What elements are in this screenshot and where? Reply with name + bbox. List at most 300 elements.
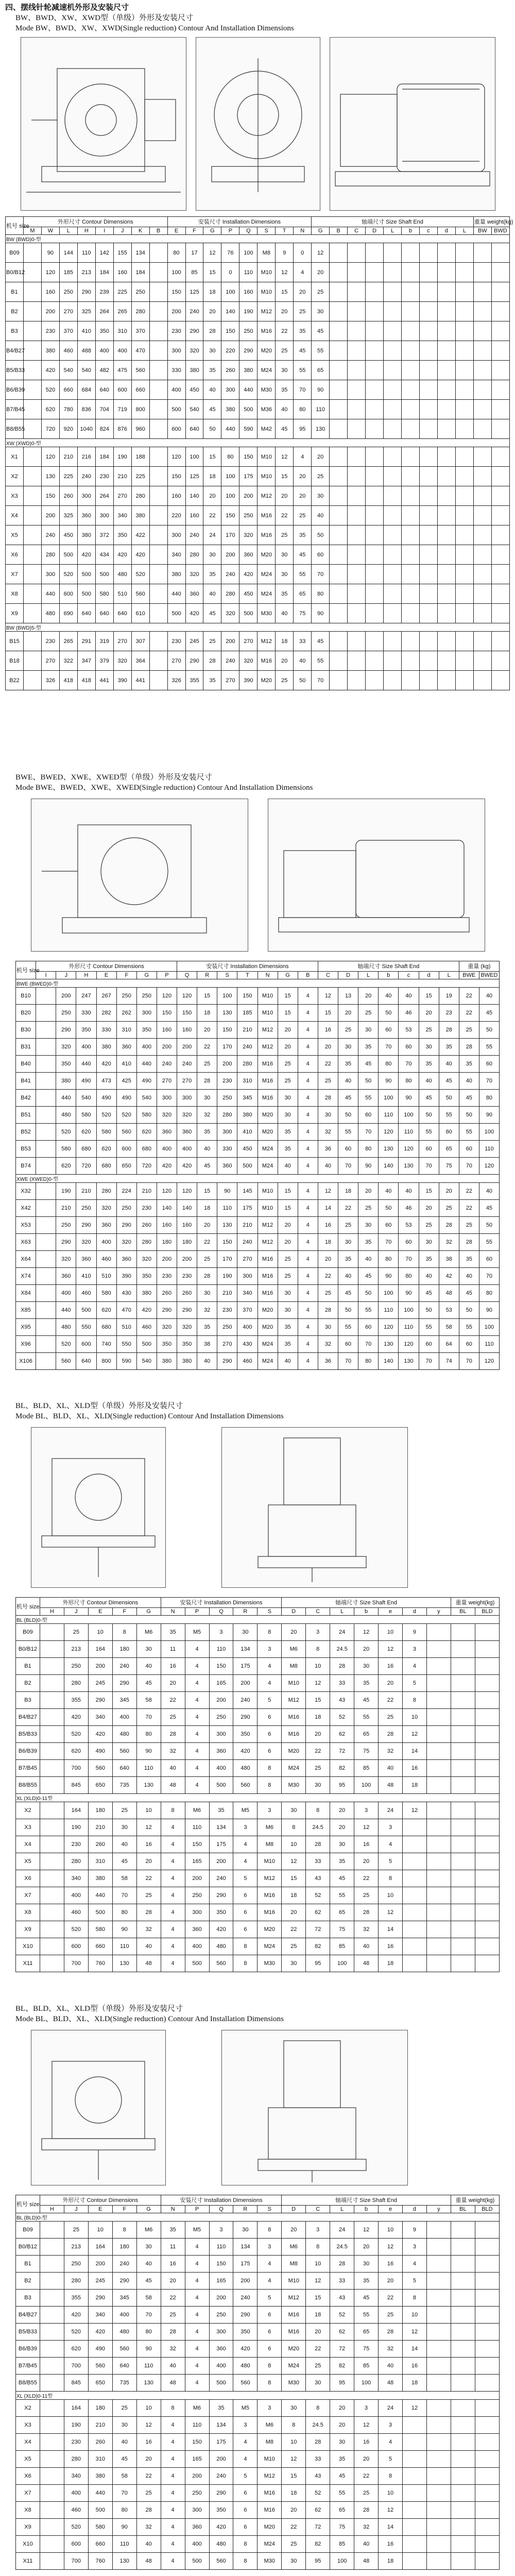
value-cell xyxy=(437,545,455,565)
value-cell: 15 xyxy=(419,988,439,1005)
value-cell: 580 xyxy=(76,1107,96,1124)
value-cell xyxy=(40,1870,64,1887)
value-cell: 224 xyxy=(116,1183,136,1200)
column-header: c xyxy=(399,971,419,979)
value-cell: 130 xyxy=(136,1777,161,1794)
model-cell: B5/B33 xyxy=(16,1726,40,1743)
value-cell: 20 xyxy=(282,1624,306,1641)
value-cell: 30 xyxy=(282,2400,306,2417)
value-cell: 12 xyxy=(379,1641,403,1658)
install-header: 安装尺寸 Installation Dimensions xyxy=(167,217,312,227)
value-cell xyxy=(437,321,455,341)
value-cell xyxy=(330,486,348,506)
value-cell: 200 xyxy=(217,1056,237,1073)
value-cell xyxy=(40,1743,64,1760)
value-cell: 70 xyxy=(399,1056,419,1073)
value-cell xyxy=(40,1819,64,1836)
value-cell xyxy=(384,419,402,439)
value-cell: 40 xyxy=(203,380,221,400)
model-cell: B4/B27 xyxy=(6,341,24,361)
value-cell: 76 xyxy=(221,243,239,263)
value-cell xyxy=(348,651,366,671)
value-cell: 28 xyxy=(203,651,221,671)
value-cell: 12 xyxy=(379,2239,403,2256)
value-cell: 360 xyxy=(116,1251,136,1268)
value-cell: 40 xyxy=(136,1938,161,1955)
value-cell xyxy=(403,1904,427,1921)
value-cell: 4 xyxy=(161,1921,185,1938)
value-cell: 32 xyxy=(136,2519,161,2536)
value-cell: 6 xyxy=(258,1743,282,1760)
value-cell: 62 xyxy=(306,1904,330,1921)
value-cell: 52 xyxy=(306,2485,330,2502)
value-cell: M16 xyxy=(258,506,276,526)
value-cell: 90 xyxy=(41,243,59,263)
group-row xyxy=(16,2392,500,2400)
table-row xyxy=(16,1921,500,1938)
s4-drawing-vertical xyxy=(221,2030,408,2185)
table-row xyxy=(16,2375,500,2392)
value-cell xyxy=(426,2485,451,2502)
value-cell xyxy=(426,2553,451,2570)
value-cell: 620 xyxy=(64,1743,88,1760)
value-cell: 4 xyxy=(298,1217,318,1234)
value-cell: 53 xyxy=(399,1022,419,1039)
value-cell: M10 xyxy=(258,263,276,282)
value-cell: M6 xyxy=(185,2400,209,2417)
value-cell: 30 xyxy=(197,1090,217,1107)
model-cell: B0/B12 xyxy=(16,2239,40,2256)
value-cell xyxy=(149,380,167,400)
value-cell xyxy=(330,506,348,526)
model-cell: B1 xyxy=(6,282,24,302)
value-cell: 15 xyxy=(419,1183,439,1200)
value-cell xyxy=(475,1955,499,1972)
value-cell: 180 xyxy=(157,1234,177,1251)
weight-header: 重量 weight(kg) xyxy=(473,217,509,227)
value-cell xyxy=(475,1904,499,1921)
value-cell xyxy=(23,632,41,651)
value-cell xyxy=(473,282,491,302)
value-cell xyxy=(437,400,455,419)
value-cell: 8 xyxy=(306,1641,330,1658)
value-cell: 25 xyxy=(197,1056,217,1073)
value-cell xyxy=(36,1285,56,1302)
value-cell: 55 xyxy=(330,1887,354,1904)
value-cell: 580 xyxy=(88,2519,112,2536)
value-cell: 660 xyxy=(59,380,77,400)
value-cell: 350 xyxy=(56,1056,76,1073)
value-cell xyxy=(384,632,402,651)
value-cell: 40 xyxy=(136,2536,161,2553)
value-cell: 8 xyxy=(233,2536,258,2553)
value-cell: M8 xyxy=(258,243,276,263)
value-cell xyxy=(451,1675,475,1692)
value-cell: 290 xyxy=(177,1302,197,1319)
value-cell: 15 xyxy=(282,2468,306,2485)
value-cell: 5 xyxy=(403,2273,427,2290)
s2-drawing-side xyxy=(31,799,248,952)
value-cell: 190 xyxy=(64,1819,88,1836)
value-cell: 12 xyxy=(136,2417,161,2434)
value-cell xyxy=(426,1921,451,1938)
table-row xyxy=(6,447,510,467)
value-cell: M24 xyxy=(258,1353,278,1370)
value-cell: 18 xyxy=(403,1777,427,1794)
model-cell: X1 xyxy=(6,447,24,467)
table-row xyxy=(16,1073,500,1090)
value-cell: 300 xyxy=(167,341,185,361)
value-cell: 15 xyxy=(203,263,221,282)
value-cell xyxy=(23,526,41,545)
value-cell: 12 xyxy=(403,1802,427,1819)
value-cell: 4 xyxy=(298,1285,318,1302)
value-cell xyxy=(419,400,437,419)
table-row xyxy=(16,2553,500,2570)
value-cell xyxy=(403,1870,427,1887)
value-cell: 74 xyxy=(439,1353,459,1370)
value-cell: 760 xyxy=(88,2553,112,2570)
column-header: L xyxy=(384,227,402,234)
value-cell: 650 xyxy=(116,1158,136,1175)
value-cell: 4 xyxy=(185,2290,209,2307)
table-row xyxy=(16,2400,500,2417)
value-cell: 65 xyxy=(312,361,330,380)
value-cell: 80 xyxy=(112,1904,136,1921)
value-cell xyxy=(384,604,402,623)
value-cell: 400 xyxy=(157,1141,177,1158)
value-cell xyxy=(419,506,437,526)
value-cell: 40 xyxy=(197,1141,217,1158)
value-cell: 4 xyxy=(233,2451,258,2468)
value-cell xyxy=(426,1692,451,1709)
value-cell: 4 xyxy=(298,1319,318,1336)
value-cell: 580 xyxy=(56,1141,76,1158)
value-cell: 4 xyxy=(233,1836,258,1853)
value-cell: 410 xyxy=(116,1056,136,1073)
value-cell: 540 xyxy=(136,1090,157,1107)
value-cell: 4 xyxy=(161,2502,185,2519)
value-cell: 684 xyxy=(77,380,95,400)
value-cell: 82 xyxy=(330,1760,354,1777)
value-cell: 240 xyxy=(185,302,203,321)
value-cell: 40 xyxy=(278,1353,298,1370)
value-cell: 440 xyxy=(88,2485,112,2502)
value-cell: 48 xyxy=(379,1777,403,1794)
value-cell: 58 xyxy=(136,1692,161,1709)
value-cell: 20 xyxy=(318,1251,338,1268)
model-cell: X3 xyxy=(16,2417,40,2434)
value-cell: 250 xyxy=(59,282,77,302)
value-cell: 50 xyxy=(419,1302,439,1319)
value-cell: M20 xyxy=(258,1921,282,1938)
value-cell: 75 xyxy=(354,1743,379,1760)
value-cell xyxy=(348,380,366,400)
column-header: D xyxy=(282,1607,306,1615)
value-cell: 4 xyxy=(298,1302,318,1319)
value-cell xyxy=(475,2375,499,2392)
column-header: L xyxy=(358,971,379,979)
value-cell xyxy=(475,2502,499,2519)
value-cell: 90 xyxy=(379,1268,399,1285)
model-cell: B7/B45 xyxy=(6,400,24,419)
value-cell: 24 xyxy=(330,2222,354,2239)
value-cell: 150 xyxy=(237,988,258,1005)
value-cell xyxy=(426,1760,451,1777)
value-cell: 216 xyxy=(77,447,95,467)
column-header: L xyxy=(330,1607,354,1615)
table-row xyxy=(6,243,510,263)
value-cell: 380 xyxy=(136,1285,157,1302)
value-cell: 90 xyxy=(112,2519,136,2536)
model-cell: X32 xyxy=(16,1183,36,1200)
value-cell: 8 xyxy=(258,1777,282,1794)
table-row xyxy=(16,1743,500,1760)
value-cell: 15 xyxy=(282,1870,306,1887)
group-label: BW (BWD)0-型 xyxy=(6,235,510,243)
value-cell: 270 xyxy=(217,1336,237,1353)
value-cell: 80 xyxy=(479,1090,499,1107)
value-cell: 16 xyxy=(379,1658,403,1675)
value-cell: 4 xyxy=(298,1200,318,1217)
value-cell: 95 xyxy=(294,419,312,439)
value-cell: 43 xyxy=(306,1870,330,1887)
value-cell: 10 xyxy=(379,2222,403,2239)
model-cell: B3 xyxy=(16,1692,40,1709)
value-cell: 40 xyxy=(379,2358,403,2375)
value-cell: 270 xyxy=(177,1073,197,1090)
value-cell: 32 xyxy=(354,2519,379,2536)
table-row xyxy=(16,2451,500,2468)
value-cell: 130 xyxy=(312,419,330,439)
value-cell: 15 xyxy=(278,1005,298,1022)
value-cell: 350 xyxy=(177,1336,197,1353)
value-cell: 30 xyxy=(354,1658,379,1675)
column-header: L xyxy=(455,227,473,234)
value-cell: 310 xyxy=(88,2451,112,2468)
value-cell: 4 xyxy=(185,2256,209,2273)
value-cell: 15 xyxy=(278,1200,298,1217)
value-cell: 160 xyxy=(113,263,131,282)
section-heading: 四、摆线针轮减速机外形及安装尺寸 xyxy=(5,3,129,12)
value-cell: 372 xyxy=(95,526,113,545)
value-cell: 180 xyxy=(88,1802,112,1819)
value-cell: M10 xyxy=(282,2273,306,2290)
value-cell: 270 xyxy=(113,486,131,506)
value-cell: 45 xyxy=(459,1090,479,1107)
value-cell: 440 xyxy=(56,1090,76,1107)
value-cell: 16 xyxy=(379,2536,403,2553)
value-cell: 140 xyxy=(157,1200,177,1217)
value-cell: 40 xyxy=(379,1183,399,1200)
value-cell: 25 xyxy=(354,1887,379,1904)
group-label: BW (BWD)5-型 xyxy=(6,623,510,632)
value-cell xyxy=(455,467,473,486)
value-cell: 14 xyxy=(318,1200,338,1217)
value-cell: M30 xyxy=(258,380,276,400)
value-cell: 8 xyxy=(258,2222,282,2239)
value-cell: 18 xyxy=(318,1234,338,1251)
value-cell xyxy=(473,361,491,380)
value-cell xyxy=(426,1938,451,1955)
value-cell: 35 xyxy=(338,1056,358,1073)
value-cell: 290 xyxy=(233,2307,258,2324)
value-cell: 175 xyxy=(239,467,258,486)
value-cell: 28 xyxy=(318,1302,338,1319)
value-cell: 43 xyxy=(330,1692,354,1709)
value-cell: M10 xyxy=(258,2451,282,2468)
value-cell xyxy=(475,1624,499,1641)
table-row xyxy=(16,1709,500,1726)
value-cell: 200 xyxy=(209,1692,233,1709)
value-cell: 4 xyxy=(298,1039,318,1056)
column-header: N xyxy=(161,1607,185,1615)
value-cell xyxy=(437,651,455,671)
value-cell: 380 xyxy=(96,1039,116,1056)
value-cell: 12 xyxy=(379,2502,403,2519)
value-cell xyxy=(451,1726,475,1743)
value-cell: 200 xyxy=(157,1039,177,1056)
value-cell: 20 xyxy=(354,1641,379,1658)
value-cell: 120 xyxy=(399,1141,419,1158)
value-cell xyxy=(348,565,366,584)
value-cell: 410 xyxy=(237,1124,258,1141)
model-cell: X10 xyxy=(16,1938,40,1955)
value-cell xyxy=(426,1887,451,1904)
value-cell: 25 xyxy=(276,526,294,545)
value-cell: 22 xyxy=(459,1183,479,1200)
value-cell: 35 xyxy=(419,1056,439,1073)
value-cell: 60 xyxy=(399,1234,419,1251)
value-cell xyxy=(403,2468,427,2485)
value-cell: 184 xyxy=(95,447,113,467)
value-cell: 25 xyxy=(379,1709,403,1726)
value-cell: 40 xyxy=(459,1073,479,1090)
value-cell xyxy=(40,2307,64,2324)
value-cell: 430 xyxy=(237,1336,258,1353)
value-cell: 580 xyxy=(136,1107,157,1124)
value-cell xyxy=(455,447,473,467)
value-cell: M16 xyxy=(258,1285,278,1302)
table-row xyxy=(16,2358,500,2375)
value-cell xyxy=(330,651,348,671)
value-cell: 400 xyxy=(95,341,113,361)
value-cell: 450 xyxy=(237,1141,258,1158)
value-cell xyxy=(149,447,167,467)
value-cell: 320 xyxy=(221,604,239,623)
value-cell xyxy=(384,671,402,690)
value-cell: 3 xyxy=(403,1641,427,1658)
value-cell: 32 xyxy=(161,2341,185,2358)
value-cell xyxy=(419,671,437,690)
table-row xyxy=(16,1251,500,1268)
value-cell xyxy=(348,506,366,526)
value-cell xyxy=(401,632,419,651)
value-cell xyxy=(475,2485,499,2502)
value-cell: 22 xyxy=(136,2468,161,2485)
value-cell: 470 xyxy=(116,1302,136,1319)
value-cell xyxy=(40,1853,64,1870)
value-cell: 4 xyxy=(298,1073,318,1090)
value-cell xyxy=(384,400,402,419)
value-cell: 300 xyxy=(41,565,59,584)
model-cell: B0/B12 xyxy=(6,263,24,282)
value-cell: 8 xyxy=(306,2400,330,2417)
value-cell: 95 xyxy=(306,2553,330,2570)
value-cell: 600 xyxy=(167,419,185,439)
column-header: S xyxy=(217,971,237,979)
value-cell xyxy=(384,447,402,467)
value-cell: 4 xyxy=(185,2324,209,2341)
value-cell: 240 xyxy=(41,526,59,545)
value-cell: 65 xyxy=(439,1141,459,1158)
value-cell xyxy=(473,263,491,282)
value-cell: 155 xyxy=(113,243,131,263)
value-cell: 45 xyxy=(136,1675,161,1692)
group-row xyxy=(6,235,510,243)
value-cell: 210 xyxy=(88,2417,112,2434)
value-cell: 200 xyxy=(233,1675,258,1692)
contour-header: 外形尺寸 Contour Dimensions xyxy=(40,1598,161,1608)
value-cell: 5 xyxy=(233,2468,258,2485)
value-cell xyxy=(401,263,419,282)
header-row xyxy=(6,217,510,227)
value-cell: 700 xyxy=(64,2553,88,2570)
value-cell: 25 xyxy=(318,1073,338,1090)
value-cell xyxy=(451,2358,475,2375)
value-cell xyxy=(491,302,509,321)
value-cell: 25 xyxy=(276,671,294,690)
value-cell xyxy=(491,282,509,302)
value-cell xyxy=(473,419,491,439)
column-header: BLD xyxy=(475,1607,499,1615)
value-cell xyxy=(330,341,348,361)
value-cell: 225 xyxy=(59,467,77,486)
value-cell xyxy=(149,400,167,419)
value-cell xyxy=(475,1802,499,1819)
column-header: N xyxy=(294,227,312,234)
model-header: 机号 size xyxy=(16,961,36,979)
value-cell: 280 xyxy=(237,1056,258,1073)
value-cell: 4 xyxy=(379,1836,403,1853)
s3-title-en: Mode BL、BLD、XL、XLD(Single reduction) Contour And Installation Dimensions xyxy=(15,1412,284,1420)
value-cell xyxy=(40,1921,64,1938)
value-cell: 70 xyxy=(358,1336,379,1353)
value-cell: 15 xyxy=(318,1005,338,1022)
value-cell xyxy=(23,545,41,565)
value-cell: 270 xyxy=(41,651,59,671)
value-cell: 55 xyxy=(479,1039,499,1056)
value-cell: 60 xyxy=(358,1319,379,1336)
value-cell: 35 xyxy=(161,2222,185,2239)
value-cell: 185 xyxy=(237,1005,258,1022)
value-cell: 13 xyxy=(338,988,358,1005)
value-cell: 28 xyxy=(330,2256,354,2273)
value-cell: 500 xyxy=(167,604,185,623)
value-cell: 441 xyxy=(131,671,149,690)
value-cell: 440 xyxy=(76,1056,96,1073)
value-cell: 17 xyxy=(185,243,203,263)
value-cell: 5 xyxy=(379,2451,403,2468)
value-cell xyxy=(403,2536,427,2553)
value-cell xyxy=(401,243,419,263)
value-cell: 24.5 xyxy=(306,1819,330,1836)
value-cell: 134 xyxy=(209,1819,233,1836)
value-cell: 239 xyxy=(95,282,113,302)
value-cell: 80 xyxy=(379,1056,399,1073)
value-cell: M24 xyxy=(258,2536,282,2553)
value-cell xyxy=(475,2273,499,2290)
